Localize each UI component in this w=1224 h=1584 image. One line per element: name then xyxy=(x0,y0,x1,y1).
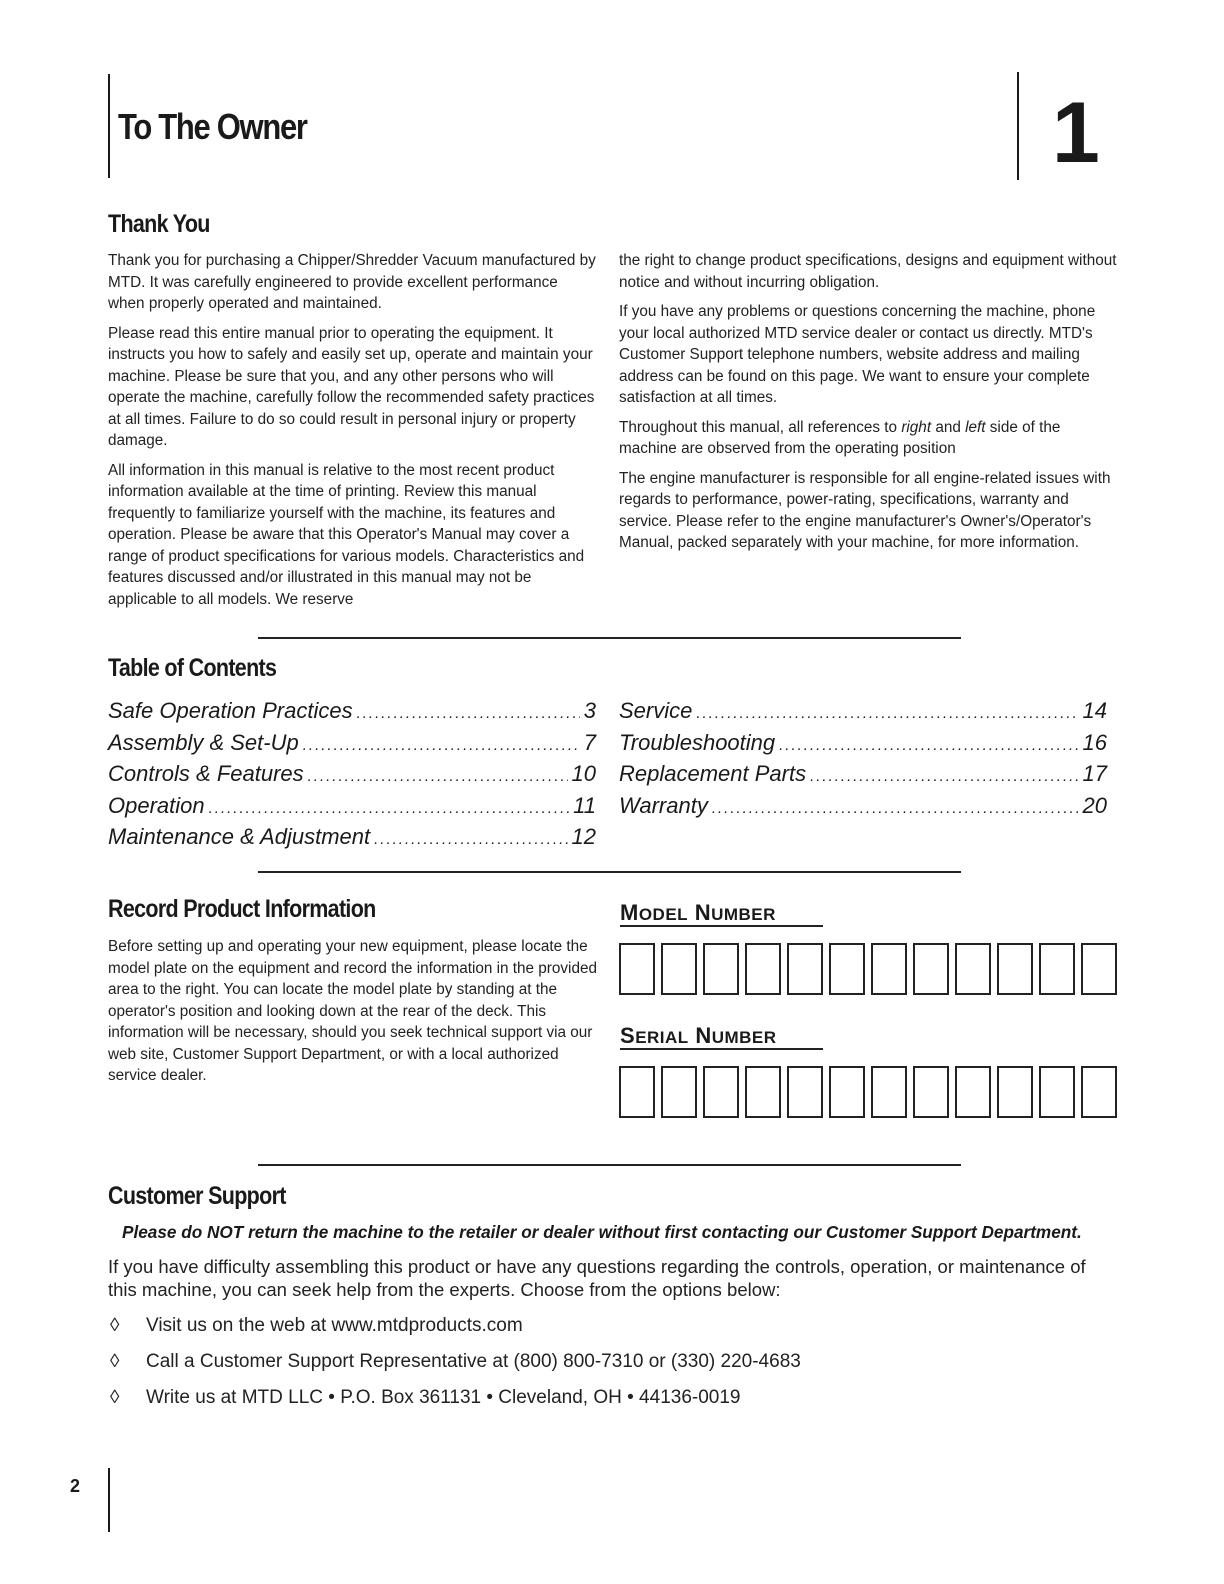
serial-number-box[interactable] xyxy=(703,1066,739,1118)
serial-number-box[interactable] xyxy=(661,1066,697,1118)
footer-bar xyxy=(108,1468,110,1532)
model-number-label: MODEL NUMBER xyxy=(620,900,776,925)
serial-number-box[interactable] xyxy=(619,1066,655,1118)
section-divider xyxy=(258,1164,961,1166)
record-body-column xyxy=(108,936,598,1095)
serial-number-underline xyxy=(620,1048,823,1050)
model-number-box[interactable] xyxy=(955,943,991,995)
toc-left-column xyxy=(108,697,596,855)
title-bar-left xyxy=(108,74,110,178)
serial-number-box[interactable] xyxy=(829,1066,865,1118)
thank-you-paragraph: Thank you for purchasing a Chipper/Shredder Vacuum manufactured by MTD. It was carefully engineered to provide excellent performance when properly operated and maintained. xyxy=(108,252,596,312)
thank-you-heading: Thank You xyxy=(108,210,210,238)
toc-entry[interactable]: Warranty ..... 20 xyxy=(619,792,1107,824)
model-number-boxes[interactable] xyxy=(619,943,1117,995)
serial-number-box[interactable] xyxy=(745,1066,781,1118)
toc-entry[interactable]: Replacement Parts ..... 17 xyxy=(619,760,1107,792)
toc-right-column xyxy=(619,697,1107,823)
model-number-box[interactable] xyxy=(745,943,781,995)
thank-you-paragraph: the right to change product specifications, designs and equipment without notice and without incurring obligation. xyxy=(619,252,1117,291)
title-bar-right xyxy=(1017,72,1019,180)
list-item: ◊ Call a Customer Support Representative at (800) 800-7310 or (330) 220-4683 xyxy=(110,1351,801,1372)
model-number-box[interactable] xyxy=(787,943,823,995)
support-options xyxy=(108,1314,1108,1422)
section-divider xyxy=(258,637,961,639)
toc-entry[interactable]: Service ..... 14 xyxy=(619,697,1107,729)
orientation-paragraph: Throughout this manual, all references to right and left side of the machine are observed from the operating position xyxy=(619,418,1061,457)
serial-number-box[interactable] xyxy=(913,1066,949,1118)
record-paragraph: Before setting up and operating your new equipment, please locate the model plate on the equipment and record the information in the provided area to the right. You can locate the model plate by standing at the operator's position and looking down at the rear of the deck. This information will be necessary, should you seek technical support via our web site, Customer Support Department, or with a local authorized service dealer. xyxy=(108,938,597,1084)
serial-number-label: SERIAL NUMBER xyxy=(620,1023,777,1048)
toc-entry[interactable]: Troubleshooting ..... 16 xyxy=(619,729,1107,761)
list-item: ◊ Write us at MTD LLC • P.O. Box 361131 • Cleveland, OH • 44136-0019 xyxy=(110,1387,741,1408)
thank-you-paragraph: Please read this entire manual prior to operating the equipment. It instructs you how to safely and easily set up, operate and maintain your machine. Please be sure that you, and any other persons who will operate the machine, carefully follow the recommended safety practices at all times. Failure to do so could result in personal injury or property damage. xyxy=(108,324,595,449)
model-number-box[interactable] xyxy=(913,943,949,995)
section-divider xyxy=(258,871,961,873)
serial-number-boxes[interactable] xyxy=(619,1066,1117,1118)
support-warning: Please do NOT return the machine to the retailer or dealer without first contacting our Customer Support Department. xyxy=(122,1222,1082,1242)
chapter-number: 1 xyxy=(1052,85,1100,181)
serial-number-box[interactable] xyxy=(871,1066,907,1118)
thank-you-paragraph: The engine manufacturer is responsible for all engine-related issues with regards to performance, power-rating, specifications, warranty and service. Please refer to the engine manufacturer's Owner's/Operator's Manual, packed separately with your machine, for more information. xyxy=(619,469,1111,551)
diamond-bullet-icon: ◊ xyxy=(110,1315,120,1336)
model-number-box[interactable] xyxy=(997,943,1033,995)
list-item: ◊ Visit us on the web at www.mtdproducts.com xyxy=(110,1315,523,1336)
thank-you-paragraph: If you have any problems or questions concerning the machine, phone your local authorized MTD service dealer or contact us directly. MTD's Customer Support telephone numbers, website address and mailing address can be found on this page. We want to ensure your complete satisfaction at all times. xyxy=(619,303,1096,406)
model-number-box[interactable] xyxy=(619,943,655,995)
diamond-bullet-icon: ◊ xyxy=(110,1387,120,1408)
toc-entry[interactable]: Safe Operation Practices ..... 3 xyxy=(108,697,596,729)
toc-entry[interactable]: Maintenance & Adjustment ..... 12 xyxy=(108,823,596,855)
serial-number-box[interactable] xyxy=(997,1066,1033,1118)
model-number-box[interactable] xyxy=(871,943,907,995)
toc-entry[interactable]: Controls & Features ..... 10 xyxy=(108,760,596,792)
serial-number-box[interactable] xyxy=(955,1066,991,1118)
page-number: 2 xyxy=(70,1476,81,1496)
model-number-box[interactable] xyxy=(829,943,865,995)
thank-you-paragraph: All information in this manual is relative to the most recent product information available at the time of printing. Review this manual frequently to familiarize yourself with the machine, its features and operation. Please be aware that this Operator's Manual may cover a range of product specifications for various models. Characteristics and features discussed and/or illustrated in this manual may not be applicable to all models. We reserve xyxy=(108,461,585,608)
thank-you-right-column xyxy=(619,250,1119,562)
support-intro: If you have difficulty assembling this product or have any questions regarding the controls, operation, or maintenance of this machine, you can seek help from the experts. Choose from the options below: xyxy=(108,1256,1086,1300)
serial-number-box[interactable] xyxy=(1081,1066,1117,1118)
thank-you-left-column xyxy=(108,250,598,618)
model-number-box[interactable] xyxy=(1081,943,1117,995)
model-number-box[interactable] xyxy=(703,943,739,995)
toc-entry[interactable]: Assembly & Set-Up ..... 7 xyxy=(108,729,596,761)
record-heading: Record Product Information xyxy=(108,895,376,923)
diamond-bullet-icon: ◊ xyxy=(110,1351,120,1372)
serial-number-box[interactable] xyxy=(1039,1066,1075,1118)
model-number-underline xyxy=(620,925,823,927)
model-number-box[interactable] xyxy=(661,943,697,995)
support-heading: Customer Support xyxy=(108,1182,286,1210)
toc-heading: Table of Contents xyxy=(108,654,277,682)
serial-number-box[interactable] xyxy=(787,1066,823,1118)
model-number-box[interactable] xyxy=(1039,943,1075,995)
toc-entry[interactable]: Operation ..... 11 xyxy=(108,792,596,824)
page-title: To The Owner xyxy=(118,106,307,147)
